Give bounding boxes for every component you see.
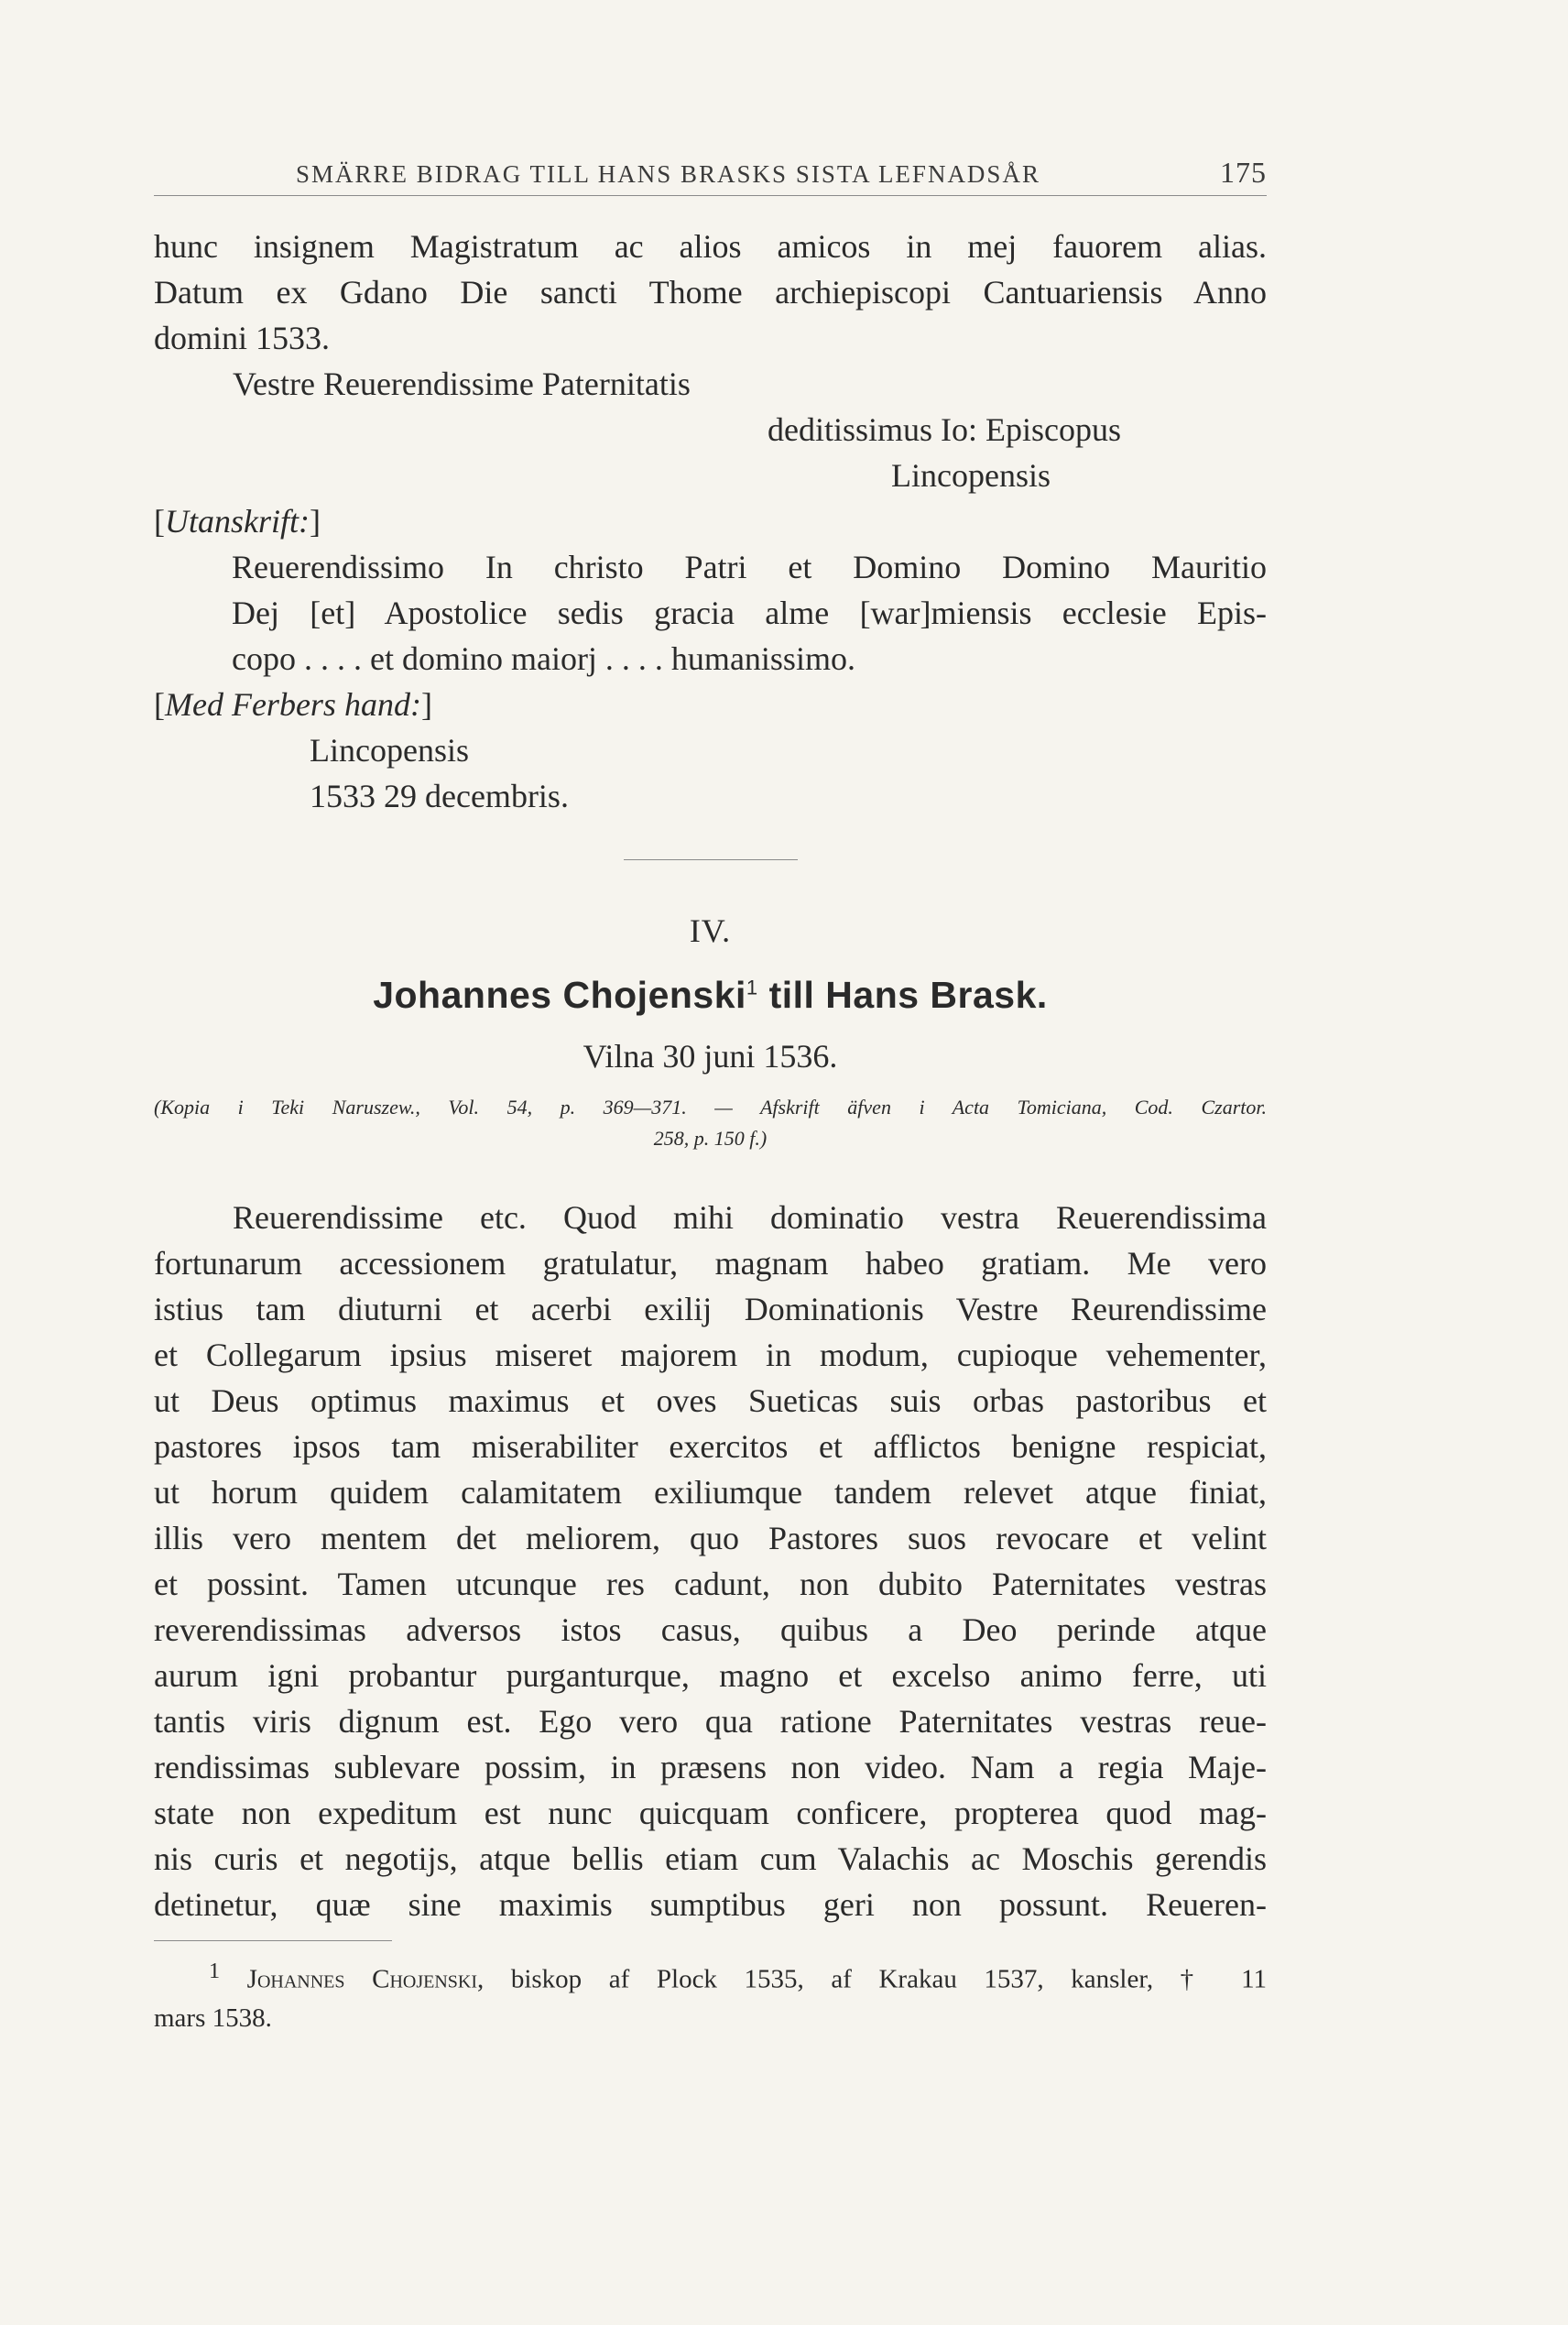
body-line: detinetur, quæ sine maximis sumptibus geri non possunt. Reueren- bbox=[154, 1886, 1267, 1923]
body-line: ut Deus optimus maximus et oves Sueticas suis orbas pastoribus et bbox=[154, 1382, 1267, 1419]
heading-rest: till Hans Brask. bbox=[757, 974, 1048, 1016]
running-head-title: SMÄRRE BIDRAG TILL HANS BRASKS SISTA LEFNADSÅR bbox=[296, 160, 1040, 188]
body-line: Reuerendissime etc. Quod mihi dominatio vestra Reuerendissima bbox=[233, 1199, 1267, 1236]
body-line: nis curis et negotijs, atque bellis etiam cum Valachis ac Moschis gerendis bbox=[154, 1840, 1267, 1877]
body-line: et Collegarum ipsius miseret majorem in modum, cupioque vehementer, bbox=[154, 1337, 1267, 1373]
heading-name: Johannes Chojenski bbox=[373, 974, 746, 1016]
footnote-name: Johannes Chojenski bbox=[246, 1964, 477, 1994]
source-line: (Kopia i Teki Naruszew., Vol. 54, p. 369—371. — Afskrift äfven i Acta Tomiciana, Cod. Czartor. bbox=[154, 1096, 1267, 1119]
body-line: aurum igni probantur purganturque, magno et excelso animo ferre, uti bbox=[154, 1657, 1267, 1694]
footnote-line bbox=[154, 1952, 1267, 1999]
footnote bbox=[154, 1952, 1267, 2037]
section-number: IV. bbox=[689, 912, 732, 949]
letter-closing: Vestre Reuerendissime Paternitatis bbox=[233, 366, 691, 402]
body-line: istius tam diuturni et acerbi exilij Dominationis Vestre Reurendissime bbox=[154, 1291, 1267, 1327]
letter-line: domini 1533. bbox=[154, 320, 331, 356]
outside-label-text: Utanskrift: bbox=[165, 503, 310, 540]
address-line: Reuerendissimo In christo Patri et Domino Domino Mauritio bbox=[232, 549, 1267, 585]
ferber-label: [Med Ferbers hand:] bbox=[154, 686, 432, 723]
section-divider bbox=[624, 859, 798, 860]
letter-line: hunc insignem Magistratum ac alios amicos in mej fauorem alias. bbox=[154, 228, 1267, 265]
body-line: rendissimas sublevare possim, in præsens non video. Nam a regia Maje- bbox=[154, 1749, 1267, 1785]
body-line: ut horum quidem calamitatem exiliumque tandem relevet atque finiat, bbox=[154, 1474, 1267, 1511]
page-number: 175 bbox=[1220, 156, 1267, 189]
body-line: pastores ipsos tam miserabiliter exercitos et afflictos benigne respiciat, bbox=[154, 1428, 1267, 1465]
source-note bbox=[154, 1092, 1267, 1154]
footnote-text: , biskop af Plock 1535, af Krakau 1537, kansler, † 11 bbox=[477, 1964, 1267, 1994]
letter-signature-place: Lincopensis bbox=[891, 457, 1051, 494]
outside-label: [Utanskrift:] bbox=[154, 503, 321, 540]
body-line: state non expeditum est nunc quicquam conficere, propterea quod mag- bbox=[154, 1795, 1267, 1831]
letter-signature: deditissimus Io: Episcopus bbox=[768, 411, 1121, 448]
footnote-rule bbox=[154, 1940, 392, 1941]
footnote-ref: 1 bbox=[746, 976, 758, 999]
footnote-line: mars 1538. bbox=[154, 2003, 272, 2033]
ferber-line: Lincopensis bbox=[310, 732, 469, 769]
section-heading bbox=[154, 974, 1267, 1017]
letter-end bbox=[154, 224, 1267, 819]
body-line: fortunarum accessionem gratulatur, magnam habeo gratiam. Me vero bbox=[154, 1245, 1267, 1282]
address-line: copo . . . . et domino maiorj . . . . humanissimo. bbox=[232, 640, 855, 677]
body-line: illis vero mentem det meliorem, quo Pastores suos revocare et velint bbox=[154, 1520, 1267, 1556]
ferber-line: 1533 29 decembris. bbox=[310, 778, 569, 814]
body-line: tantis viris dignum est. Ego vero qua ratione Paternitates vestras reue- bbox=[154, 1703, 1267, 1740]
letter-body bbox=[154, 1195, 1267, 1927]
source-line: 258, p. 150 f.) bbox=[653, 1127, 768, 1150]
footnote-marker: 1 bbox=[209, 1959, 221, 1983]
ferber-label-text: Med Ferbers hand: bbox=[165, 686, 421, 723]
letter-line: Datum ex Gdano Die sancti Thome archiepiscopi Cantuariensis Anno bbox=[154, 274, 1267, 311]
body-line: reverendissimas adversos istos casus, quibus a Deo perinde atque bbox=[154, 1611, 1267, 1648]
running-head bbox=[154, 156, 1267, 196]
body-line: et possint. Tamen utcunque res cadunt, non dubito Paternitates vestras bbox=[154, 1566, 1267, 1602]
document-page bbox=[154, 156, 1267, 2037]
dateline: Vilna 30 juni 1536. bbox=[583, 1038, 838, 1075]
address-line: Dej [et] Apostolice sedis gracia alme [war]miensis ecclesie Epis- bbox=[232, 595, 1267, 631]
